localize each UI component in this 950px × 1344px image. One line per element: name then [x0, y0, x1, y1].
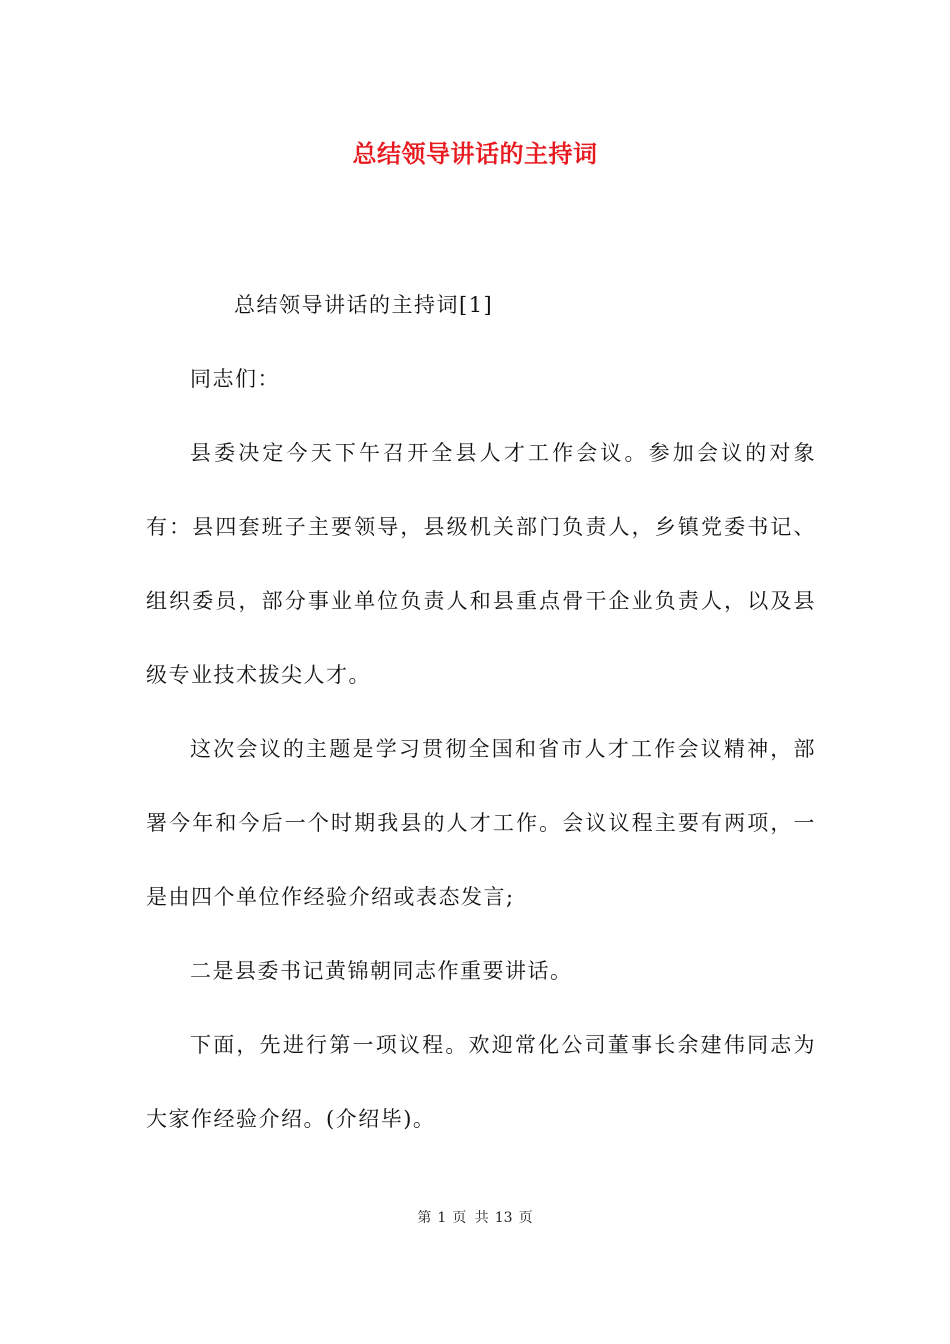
- paragraph-meeting-attendees: 县委决定今天下午召开全县人才工作会议。参加会议的对象有：县四套班子主要领导，县级机关部门负责人，乡镇党委书记、组织委员，部分事业单位负责人和县重点骨干企业负责人，以及县级专业技术拔尖人才。: [146, 441, 816, 687]
- document-subtitle: 总结领导讲话的主持词[1]: [234, 293, 494, 317]
- footer-suffix: 页: [518, 1210, 533, 1226]
- page-footer: [0, 1208, 950, 1228]
- paragraph-first-item: 下面，先进行第一项议程。欢迎常化公司董事长余建伟同志为大家作经验介绍。(介绍毕)。: [146, 1033, 816, 1131]
- paragraph-meeting-theme: 这次会议的主题是学习贯彻全国和省市人才工作会议精神，部署今年和今后一个时期我县的人才工作。会议议程主要有两项，一是由四个单位作经验介绍或表态发言;: [146, 737, 816, 909]
- footer-current-page: 1: [437, 1210, 447, 1226]
- footer-mid: 页 共: [452, 1210, 489, 1226]
- paragraph-salutation: 同志们：: [190, 367, 280, 391]
- document-title: 总结领导讲话的主持词: [352, 140, 598, 168]
- paragraph-agenda-second: 二是县委书记黄锦朝同志作重要讲话。: [190, 959, 573, 983]
- footer-total-pages: 13: [494, 1210, 513, 1226]
- document-body: [146, 268, 816, 1156]
- footer-prefix: 第: [417, 1210, 432, 1226]
